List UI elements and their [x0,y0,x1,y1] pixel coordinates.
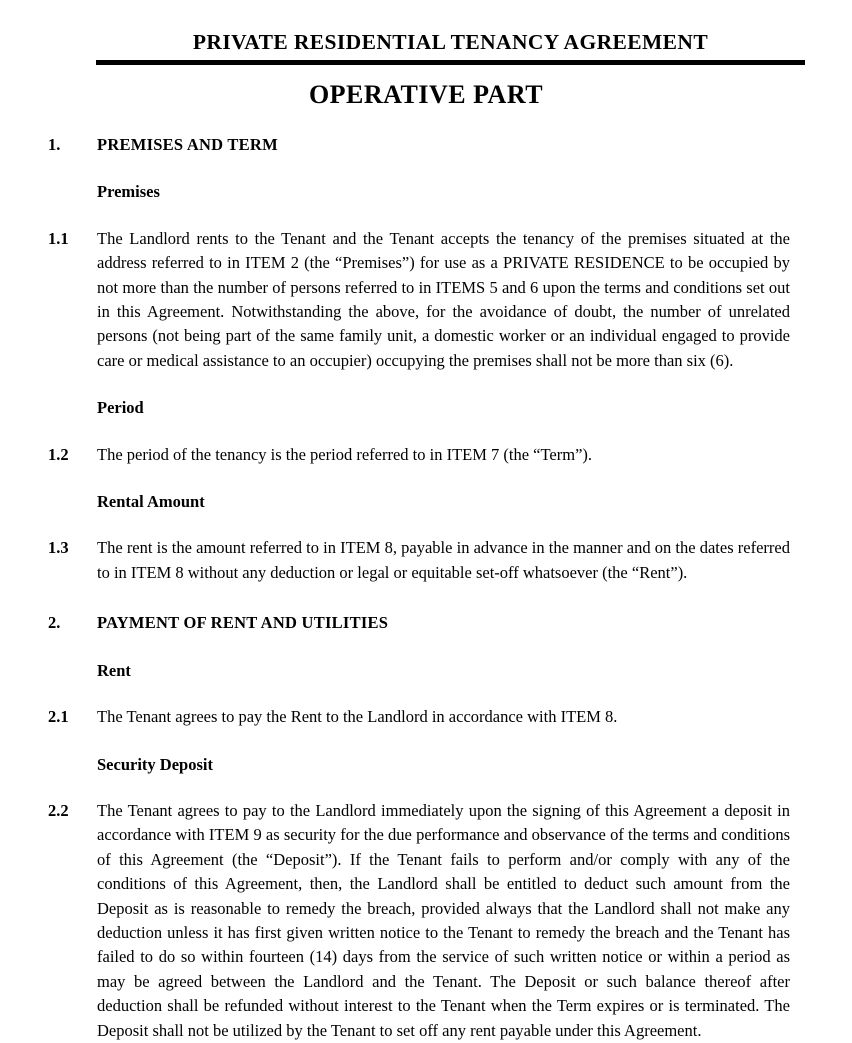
clause-spacer [48,421,790,443]
section-spacer [48,585,790,611]
sub-heading-security-deposit: Security Deposit [97,754,213,774]
clause-number: 1.1 [48,228,69,248]
clause-text: The Tenant agrees to pay the Rent to the Landlord in accordance with ITEM 8. [97,707,618,727]
subheading-spacer [48,157,790,180]
sub-heading-rental-amount: Rental Amount [97,492,205,512]
clause-1-3 [48,536,790,585]
subheading-spacer [48,636,790,659]
clause-text: The rent is the amount referred to in ITEM 8, payable in advance in the manner and on the dates referred to in ITEM 8 without any deduction or legal or equitable set-off whatsoever (the “Rent”). [97,538,790,582]
clause-1-2 [48,443,790,467]
clause-2-2 [48,799,790,1043]
clause-spacer [48,205,790,227]
page-title: OPERATIVE PART [308,80,544,109]
clause-number: 2.2 [48,800,69,820]
document-running-header [96,31,805,55]
section-heading-premises-and-term [48,133,790,157]
section-number: 1. [48,135,61,154]
clause-text: The Tenant agrees to pay to the Landlord immediately upon the signing of this Agreement a deposit in accordance with ITEM 9 as security for the due performance and observance of the terms and conditions of this Agreement (the “Deposit”). If the Tenant fails to perform and/or comply with any of the conditions of this Agreement, then, the Landlord shall be entitled to deduct such amount from the Deposit as is reasonable to remedy the breach, provided always that the Landlord shall not make any deduction unless it has first given written notice to the Tenant to remedy the breach and the Tenant has failed to do so within fourteen (14) days from the service of such written notice or within a period as may be agreed between the Landlord and the Tenant. The Deposit or such balance thereof after deduction shall be refunded without interest to the Tenant when the Term expires or is terminated. The Deposit shall not be utilized by the Tenant to set off any rent payable under this Agreement. [97,800,790,1040]
document-body [48,133,790,1043]
subheading-spacer [48,467,790,490]
clause-spacer [48,683,790,705]
section-heading-label: PREMISES AND TERM [97,135,278,154]
clause-text: The Landlord rents to the Tenant and the Tenant accepts the tenancy of the premises situated at the address referred to in ITEM 2 (the “Premises”) for use as a PRIVATE RESIDENCE to be occupied by not more than the number of persons referred to in ITEMS 5 and 6 upon the terms and conditions set out in this Agreement. Notwithstanding the above, for the avoidance of doubt, the number of unrelated persons (not being part of the same family unit, a domestic worker or an individual engaged to provide care or medical assistance to an occupier) occupying the premises shall not be more than six (6). [97,228,790,370]
clause-1-1 [48,227,790,373]
clause-number: 1.3 [48,538,69,558]
sub-heading-period: Period [97,398,144,418]
clause-spacer [48,777,790,799]
section-heading-label: PAYMENT OF RENT AND UTILITIES [97,613,389,633]
clause-spacer [48,514,790,536]
sub-heading-rent: Rent [97,660,131,680]
section-heading-payment-of-rent-and-utilities [48,611,790,635]
clause-number: 2.1 [48,707,69,727]
clause-number: 1.2 [48,444,69,464]
sub-heading-premises: Premises [97,182,160,202]
clause-2-1 [48,705,790,729]
subheading-spacer [48,730,790,753]
clause-text: The period of the tenancy is the period referred to in ITEM 7 (the “Term”). [97,444,593,464]
subheading-spacer [48,373,790,396]
section-number: 2. [48,613,61,633]
header-divider-rule [96,60,805,65]
document-header-title: PRIVATE RESIDENTIAL TENANCY AGREEMENT [192,30,709,54]
